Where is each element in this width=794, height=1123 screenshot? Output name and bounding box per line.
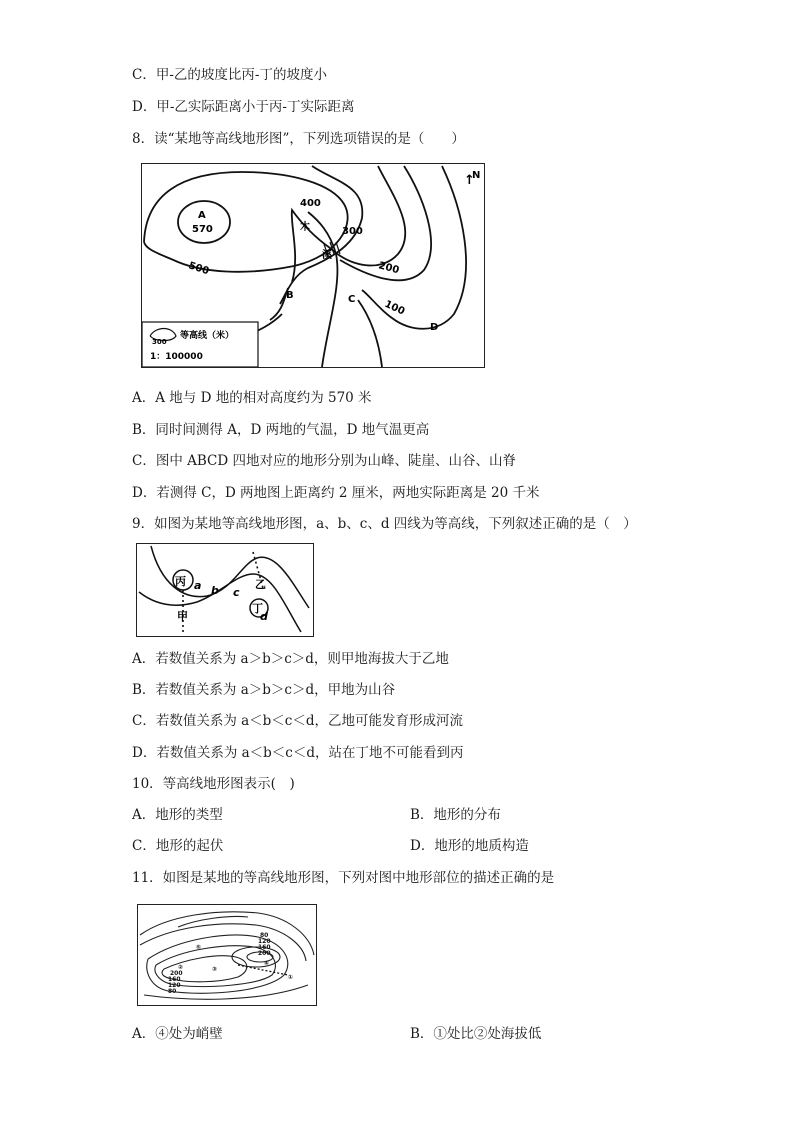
q8-option-c: C．图中 ABCD 四地对应的地形分别为山峰、陡崖、山谷、山脊: [132, 453, 516, 469]
label-c: c: [233, 586, 240, 599]
q11-contour-map: [137, 904, 317, 1006]
river-char-2: 溪: [322, 250, 332, 261]
label-ding: 丁: [252, 602, 263, 615]
point-b: B: [286, 290, 294, 301]
q8-contour-map: [141, 163, 485, 368]
label-bing: 丙: [175, 575, 186, 588]
mark-4: ④: [264, 960, 270, 967]
option-d-prev: D．甲-乙实际距离小于丙-丁实际距离: [132, 99, 355, 115]
elev-80-top: 80: [260, 932, 269, 939]
label-d: d: [260, 610, 268, 623]
q9-option-c: C．若数值关系为 a＜b＜c＜d，乙地可能发育形成河流: [132, 713, 464, 729]
label-b: b: [211, 584, 219, 597]
q8-option-b: B．同时间测得 A，D 两地的气温，D 地气温更高: [132, 422, 430, 438]
q11-option-b: B．①处比②处海拔低: [410, 1026, 542, 1042]
river-char-1: 木: [300, 222, 310, 233]
q10-option-a: A．地形的类型: [132, 807, 223, 823]
contour-label-200: 200: [377, 260, 401, 277]
legend-label: 等高线（米）: [180, 331, 235, 341]
point-d: D: [430, 322, 439, 333]
q11-option-a: A．④处为峭壁: [132, 1026, 223, 1042]
q10-option-b: B．地形的分布: [410, 807, 501, 823]
q9-contour-map: [136, 543, 314, 637]
question-10-stem: 10．等高线地形图表示( ): [132, 776, 295, 792]
elev-160-left: 160: [168, 976, 181, 983]
label-a: a: [194, 579, 202, 592]
mark-2: ②: [178, 964, 184, 971]
contour-label-100: 100: [382, 298, 407, 318]
q10-option-d: D．地形的地质构造: [410, 838, 529, 854]
contour-100: [362, 166, 466, 329]
label-yi: 乙: [255, 578, 266, 591]
north-label: N: [472, 170, 481, 181]
mark-1: ①: [288, 974, 294, 981]
q9-option-a: A．若数值关系为 a＞b＞c＞d，则甲地海拔大于乙地: [132, 651, 449, 667]
option-c-prev: C．甲-乙的坡度比丙-丁的坡度小: [132, 67, 327, 83]
legend-value: 300: [152, 338, 167, 346]
elev-80-left: 80: [168, 988, 177, 995]
contour-500: [144, 172, 348, 272]
mark-3: ③: [212, 966, 218, 973]
q9-option-d: D．若数值关系为 a＜b＜c＜d，站在丁地不可能看到丙: [132, 745, 464, 761]
elev-120-top: 120: [258, 938, 271, 945]
point-c: C: [348, 294, 356, 305]
elev-120-left: 120: [168, 982, 181, 989]
elev-160-top: 160: [258, 944, 271, 951]
elev-200-top: 200: [258, 950, 271, 957]
map-scale: 1：100000: [150, 352, 203, 362]
q8-option-d: D．若测得 C，D 两地图上距离约 2 厘米，两地实际距离是 20 千米: [132, 485, 540, 501]
question-11-stem: 11．如图是某地的等高线地形图，下列对图中地形部位的描述正确的是: [132, 870, 555, 886]
contour-lower: [139, 574, 301, 632]
peak-contour-600: [178, 201, 230, 243]
q10-option-c: C．地形的起伏: [132, 838, 224, 854]
contour-label-400: 400: [300, 198, 321, 209]
stream: [358, 300, 382, 367]
peak-label: A: [198, 210, 206, 221]
mark-5: ⑤: [196, 944, 202, 951]
river: [270, 212, 337, 367]
legend: [142, 322, 258, 367]
north-arrow: ↑: [464, 173, 475, 188]
elev-200-left: 200: [170, 970, 183, 977]
question-9-stem: 9．如图为某地等高线地形图，a、b、c、d 四线为等高线，下列叙述正确的是（ ）: [132, 516, 637, 532]
peak-elevation: 570: [192, 224, 213, 235]
q8-option-a: A．A 地与 D 地的相对高度约为 570 米: [132, 390, 372, 406]
label-jia: 甲: [177, 610, 188, 623]
contour-label-300: 300: [342, 226, 363, 237]
question-8-stem: 8．读“某地等高线地形图”，下列选项错误的是（ ）: [132, 131, 465, 147]
q9-option-b: B．若数值关系为 a＞b＞c＞d，甲地为山谷: [132, 682, 396, 698]
contour-label-500: 500: [187, 260, 211, 278]
